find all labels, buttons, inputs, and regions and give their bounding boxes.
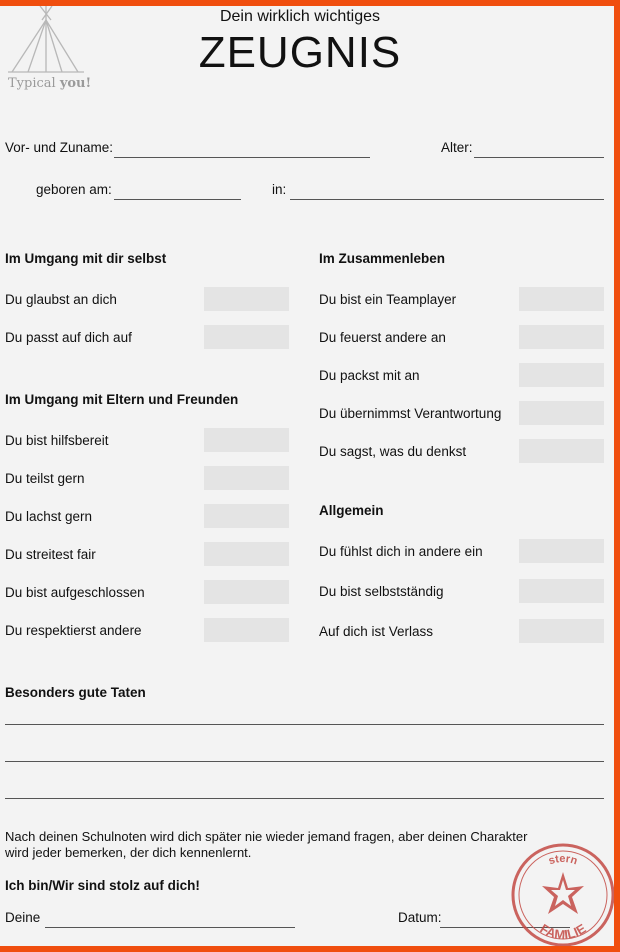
brand-logo: [8, 76, 91, 91]
rating-label: Du glaubst an dich: [5, 292, 117, 307]
rating-label: Auf dich ist Verlass: [319, 624, 434, 639]
name-field[interactable]: [114, 157, 370, 158]
section-general-heading: Allgemein: [319, 503, 384, 518]
rating-box[interactable]: [204, 542, 289, 566]
place-label: in:: [272, 182, 287, 197]
rating-label: Du teilst gern: [5, 471, 85, 486]
section-parents-heading: Im Umgang mit Eltern und Freunden: [5, 392, 239, 407]
place-field[interactable]: [290, 199, 604, 200]
rating-label: Du streitest fair: [5, 547, 96, 562]
rating-box[interactable]: [519, 439, 604, 463]
rating-label: Du lachst gern: [5, 509, 93, 524]
rating-box[interactable]: [519, 287, 604, 311]
stern-familie-stamp-icon: [510, 842, 614, 946]
date-label: Datum:: [398, 910, 442, 925]
rating-label: Du übernimmst Verantwortung: [319, 406, 502, 421]
born-label: geboren am:: [36, 182, 112, 197]
rating-label: Du fühlst dich in andere ein: [319, 544, 483, 559]
page-subtitle: Dein wirklich wichtiges: [219, 8, 381, 25]
rating-label: Du passt auf dich auf: [5, 330, 132, 345]
rating-box[interactable]: [519, 539, 604, 563]
rating-label: Du bist selbstständig: [319, 584, 444, 599]
deeds-line[interactable]: [5, 724, 604, 725]
svg-text:stern: [547, 853, 579, 868]
section-self-heading: Im Umgang mit dir selbst: [5, 251, 167, 266]
svg-text:FAMILIE: [537, 921, 588, 943]
rating-box[interactable]: [519, 579, 604, 603]
rating-box[interactable]: [204, 504, 289, 528]
deeds-heading: Besonders gute Taten: [5, 685, 146, 700]
brand-emphasis: you!: [59, 76, 92, 91]
rating-box[interactable]: [519, 401, 604, 425]
signature-label: Deine: [5, 910, 41, 925]
rating-label: Du bist ein Teamplayer: [319, 292, 457, 307]
rating-label: Du bist aufgeschlossen: [5, 585, 145, 600]
rating-box[interactable]: [204, 580, 289, 604]
age-field[interactable]: [474, 157, 604, 158]
rating-box[interactable]: [204, 466, 289, 490]
rating-box[interactable]: [519, 619, 604, 643]
rating-label: Du feuerst andere an: [319, 330, 446, 345]
stamp-top-text: stern: [547, 852, 579, 868]
deeds-line[interactable]: [5, 798, 604, 799]
rating-box[interactable]: [204, 618, 289, 642]
closing-note-line: Nach deinen Schulnoten wird dich später nie wieder jemand fragen, aber deinen Charakter: [5, 829, 528, 844]
rating-label: Du bist hilfsbereit: [5, 433, 109, 448]
certificate-page: [0, 6, 614, 946]
page-title: ZEUGNIS: [198, 28, 402, 77]
deeds-line[interactable]: [5, 761, 604, 762]
rating-label: Du packst mit an: [319, 368, 420, 383]
closing-note-line: wird jeder bemerken, der dich kennenlernt.: [5, 845, 252, 860]
born-field[interactable]: [114, 199, 241, 200]
rating-box[interactable]: [204, 428, 289, 452]
stamp-bottom-text: FAMILIE: [537, 920, 589, 943]
signature-field[interactable]: [45, 927, 295, 928]
rating-box[interactable]: [519, 325, 604, 349]
rating-box[interactable]: [204, 287, 289, 311]
section-together-heading: Im Zusammenleben: [319, 251, 446, 266]
name-label: Vor- und Zuname:: [5, 140, 114, 155]
brand-name: Typical: [8, 76, 56, 91]
rating-label: Du respektierst andere: [5, 623, 142, 638]
rating-box[interactable]: [519, 363, 604, 387]
age-label: Alter:: [441, 140, 473, 155]
proud-statement: Ich bin/Wir sind stolz auf dich!: [5, 878, 200, 893]
rating-label: Du sagst, was du denkst: [319, 444, 467, 459]
rating-box[interactable]: [204, 325, 289, 349]
